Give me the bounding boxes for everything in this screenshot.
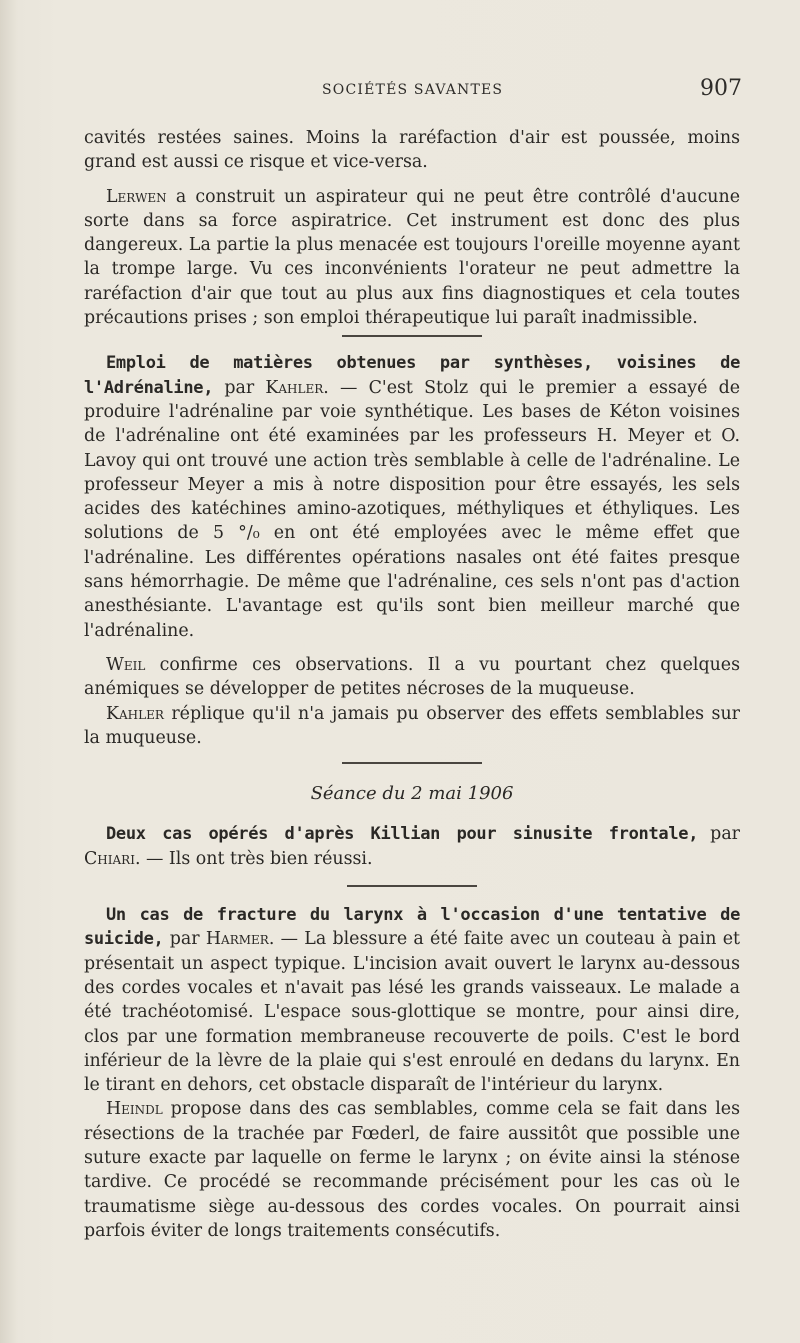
speaker-name: Weil [106, 654, 146, 675]
par-word: par [213, 377, 266, 398]
par-word: par [163, 929, 206, 950]
paragraph-lerwen [84, 185, 740, 331]
paragraph-text: cavités restées saines. Moins la raréfaction d'air est poussée, moins grand est aussi ce risque et vice-versa. [84, 128, 740, 173]
paragraph-text: réplique qu'il n'a jamais pu observer des effets semblables sur la muqueuse. [84, 703, 740, 748]
page-body [84, 126, 740, 1243]
speaker-name: Kahler [106, 703, 164, 724]
page-header [0, 76, 800, 106]
speaker-name: Heindl [106, 1099, 163, 1120]
communication-title: Emploi de matières obtenues par synthèses, voisines de l'Adrénaline, [84, 353, 740, 398]
paragraph-heindl [84, 1097, 740, 1243]
section-divider [342, 335, 482, 337]
paragraph-text: a construit un aspirateur qui ne peut être contrôlé d'aucune sorte dans sa force aspiratrice. Cet instrument est donc des plus dangereux. La partie la plus menacée est toujours l'oreille moyenne ayant la trompe large. Vu ces inconvénients l'orateur ne peut admettre la raréfaction d'air que tout au plus aux fins diagnostiques et cela toutes précautions prises ; son emploi thérapeutique lui paraît inadmissible. [84, 186, 740, 329]
section-divider [342, 762, 482, 764]
paragraph-killian [84, 822, 740, 871]
author-name: Chiari [84, 848, 135, 869]
author-name: Harmer [205, 929, 269, 950]
paragraph-weil [84, 653, 740, 702]
paragraph-adrenaline [84, 351, 740, 643]
paragraph-text: . — C'est Stolz qui le premier a essayé de produire l'adrénaline par voie synthétique. Les bases de Kéton voisines de l'adrénaline ont été examinées par les professeurs H. Meyer et O. Lavoy qui ont trouvé une action très semblable à celle de l'adrénaline. Le professeur Meyer a mis à notre disposition pour être essayés, les sels acides des katéchines amino-azotiques, méthyliques et éthyliques. Les solutions de 5 °/₀ en ont été employées avec le même effet que l'adrénaline. Les différentes opérations nasales ont été faites presque sans hémorrhagie. De même que l'adrénaline, ces sels n'ont pas d'action anesthésiante. L'avantage est qu'ils sont bien meilleur marché que l'adrénaline. [84, 377, 740, 641]
author-name: Kahler [265, 377, 324, 398]
paragraph-text: . — La blessure a été faite avec un couteau à pain et présentait un aspect typique. L'incision avait ouvert le larynx au-dessous des cordes vocales et n'avait pas lésé les grands vaisseaux. Le malade a été trachéotomisé. L'espace sous-glottique se montre, pour ainsi dire, clos par une formation membraneuse recouverte de poils. C'est le bord inférieur de la lèvre de la plaie qui s'est enroulé en dedans du larynx. En le tirant en dehors, cet obstacle disparaît de l'intérieur du larynx. [84, 929, 740, 1096]
section-divider [347, 885, 477, 887]
speaker-name: Lerwen [106, 186, 167, 207]
paragraph-text: confirme ces observations. Il a vu pourtant chez quelques anémiques se développer de petites nécroses de la muqueuse. [84, 654, 740, 700]
paragraph-text: propose dans des cas semblables, comme cela se fait dans les résections de la trachée par Fœderl, de faire aussitôt que possible une suture exacte par laquelle on ferme le larynx ; on évite ainsi la sténose tardive. Ce procédé se recommande précisément pour les cas où le traumatisme siège au-dessous des cordes vocales. On pourrait ainsi parfois éviter de longs traitements consécutifs. [84, 1099, 740, 1241]
page-number: 907 [700, 76, 742, 101]
paragraph-kahler [84, 702, 740, 751]
paragraph-larynx [84, 903, 740, 1097]
communication-title: Deux cas opérés d'après Killian pour sinusite frontale, [106, 824, 699, 845]
session-heading: Séance du 2 mai 1906 [310, 783, 514, 805]
running-head: SOCIÉTÉS SAVANTES [322, 82, 504, 98]
paragraph-text: . — Ils ont très bien réussi. [134, 848, 373, 869]
communication-title: Un cas de fracture du larynx à l'occasion d'une tentative de suicide, [84, 905, 740, 950]
par-word: par [698, 824, 740, 845]
paragraph-continuation [84, 126, 740, 175]
